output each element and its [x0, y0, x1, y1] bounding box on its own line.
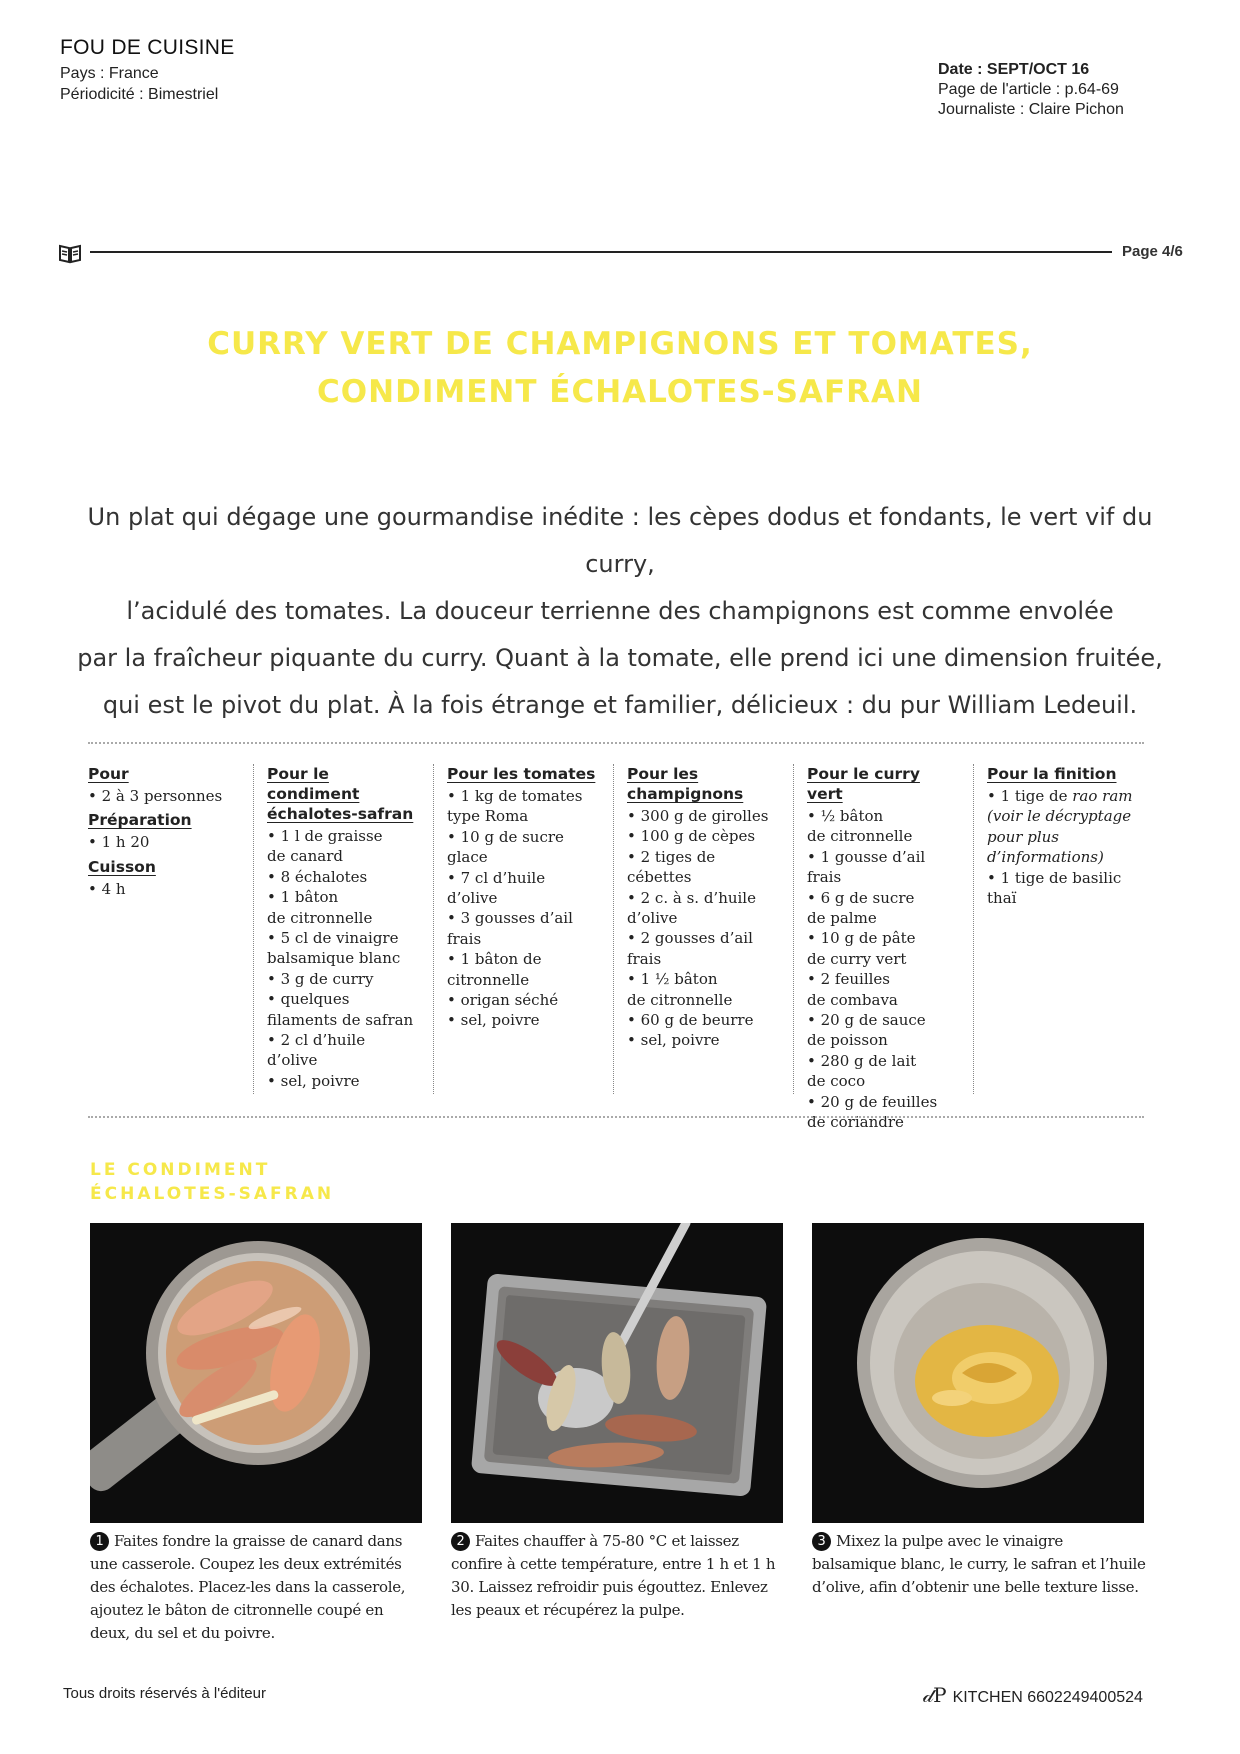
ingredient-item: • 2 feuilles — [807, 969, 959, 989]
ingredient-item: • 300 g de girolles — [627, 806, 779, 826]
recipe-title-line-1: CURRY VERT DE CHAMPIGNONS ET TOMATES, — [207, 326, 1033, 362]
ingredient-item: • 10 g de sucre glace — [447, 827, 599, 868]
condiment-heading: Pour le condiment échalotes-safran — [267, 765, 414, 823]
finition-heading: Pour la finition — [987, 765, 1117, 783]
ingredient-item: balsamique blanc — [267, 949, 401, 968]
ingredients-finition — [973, 764, 1139, 1094]
ingredients-condiment — [253, 764, 419, 1094]
intro-line-1: Un plat qui dégage une gourmandise inédite : les cèpes dodus et fondants, le vert vif du curry, — [87, 503, 1153, 578]
ingredient-item: type Roma — [447, 807, 529, 826]
ingredient-item: • 1 ½ bâton — [627, 969, 779, 989]
ingredient-item: • 1 kg de tomates — [447, 786, 599, 806]
ingredient-item: • 5 cl de vinaigre — [267, 928, 419, 948]
step-2-photo — [451, 1223, 783, 1523]
preparation-label: Préparation — [88, 811, 192, 830]
intro-line-4: qui est le pivot du plat. À la fois étrange et familier, délicieux : du pur William Ledeuil. — [102, 691, 1138, 719]
ingredient-item: • sel, poivre — [447, 1010, 599, 1030]
step-3-caption — [812, 1530, 1148, 1599]
article-info — [938, 60, 1124, 120]
section-title-line-2: ÉCHALOTES-SAFRAN — [90, 1184, 335, 1204]
publication-country: Pays : France — [60, 65, 159, 82]
ingredient-item: de canard — [267, 847, 343, 866]
step-3-number: 3 — [812, 1532, 831, 1551]
step-1-caption — [90, 1530, 426, 1645]
step-2-caption — [451, 1530, 787, 1622]
footer-code — [923, 1683, 1143, 1707]
intro-line-2: l’acidulé des tomates. La douceur terrienne des champignons est comme envolée — [126, 597, 1114, 625]
condiment-list — [267, 826, 419, 1091]
ingredient-item: • 2 c. à s. d’huile — [627, 888, 779, 908]
curry-list — [807, 806, 959, 1133]
footer-rights: Tous droits réservés à l'éditeur — [63, 1685, 266, 1702]
step-2-text: Faites chauffer à 75-80 °C et laissez confire à cette température, entre 1 h et 1 h 30. Laissez refroidir puis égouttez. Enlevez les peaux et récupérez la pulpe. — [451, 1532, 776, 1619]
ingredient-item: • 2 tiges de cébettes — [627, 847, 779, 888]
step-2-number: 2 — [451, 1532, 470, 1551]
info-column — [88, 764, 240, 1094]
ingredient-item: de citronnelle — [627, 990, 733, 1009]
ingredient-item: d’olive — [627, 909, 678, 928]
ingredient-item: • 1 bâton — [267, 887, 419, 907]
ingredient-item: • 1 l de graisse — [267, 826, 419, 846]
ingredient-item: • 20 g de sauce — [807, 1010, 959, 1030]
ingredient-item: • 3 gousses d’ail — [447, 908, 599, 928]
ingredient-item: • 280 g de lait — [807, 1051, 959, 1071]
ingredients-champignons — [613, 764, 779, 1094]
step-1-photo — [90, 1223, 422, 1523]
step-3-photo — [812, 1223, 1144, 1523]
ingredient-item: • 100 g de cèpes — [627, 826, 779, 846]
article-pages: Page de l'article : p.64-69 — [938, 81, 1119, 98]
step-1-number: 1 — [90, 1532, 109, 1551]
ingredient-item: • 20 g de feuilles — [807, 1092, 959, 1112]
ingredient-item: de coriandre — [807, 1113, 904, 1132]
finition-item: • 1 tige de basilic — [987, 868, 1139, 888]
ingredients-curry — [793, 764, 959, 1132]
page-rule — [90, 251, 1112, 253]
ingredient-item: • origan séché — [447, 990, 599, 1010]
servings-label: Pour — [88, 765, 129, 783]
ingredient-item: • 2 cl d’huile d’olive — [267, 1030, 419, 1071]
ingredient-item: de palme — [807, 909, 877, 928]
ingredient-item: de combava — [807, 990, 898, 1009]
ingredient-item: • 8 échalotes — [267, 867, 419, 887]
ingredient-item: • sel, poivre — [627, 1030, 779, 1050]
ingredient-item: • 3 g de curry — [267, 969, 419, 989]
finition-note: pour plus — [987, 827, 1059, 846]
ingredient-item: de curry vert — [807, 949, 907, 968]
finition-item-cont: thaï — [987, 889, 1017, 908]
tomates-heading: Pour les tomates — [447, 765, 596, 783]
ingredient-item: • quelques — [267, 989, 419, 1009]
ingredient-item: • 7 cl d’huile d’olive — [447, 868, 599, 909]
ingredient-item: de poisson — [807, 1031, 888, 1050]
intro-line-3: par la fraîcheur piquante du curry. Quant à la tomate, elle prend ici une dimension fruitée, — [77, 644, 1163, 672]
publication-name: FOU DE CUISINE — [60, 36, 235, 59]
preparation-value: • 1 h 20 — [88, 832, 240, 852]
ingredient-item: frais — [627, 949, 662, 968]
ingredient-item: • ½ bâton — [807, 806, 959, 826]
ingredient-item: • sel, poivre — [267, 1071, 419, 1091]
article-date: Date : SEPT/OCT 16 — [938, 61, 1090, 78]
ingredient-item: frais — [447, 929, 482, 948]
finition-item: • 1 tige de rao ram — [987, 786, 1139, 806]
ingredient-item: filaments de safran — [267, 1010, 414, 1029]
curry-heading: Pour le curry vert — [807, 765, 920, 803]
article-journalist: Journaliste : Claire Pichon — [938, 101, 1124, 118]
ingredient-item: citronnelle — [447, 970, 530, 989]
book-icon — [58, 242, 82, 264]
servings-value: • 2 à 3 personnes — [88, 786, 240, 806]
kitchen-code: KITCHEN 6602249400524 — [952, 1689, 1143, 1706]
ingredient-item: de coco — [807, 1072, 866, 1091]
champignons-list — [627, 806, 779, 1051]
section-title-line-1: LE CONDIMENT — [90, 1160, 271, 1180]
step-3-text: Mixez la pulpe avec le vinaigre balsamique blanc, le curry, le safran et l’huile d’olive, afin d’obtenir une belle texture lisse. — [812, 1532, 1146, 1596]
recipe-title-line-2: CONDIMENT ÉCHALOTES-SAFRAN — [317, 374, 923, 410]
tomates-list — [447, 786, 599, 1031]
section-title — [90, 1158, 334, 1206]
ingredient-item: • 1 bâton de — [447, 949, 599, 969]
ingredient-item: • 2 gousses d’ail — [627, 928, 779, 948]
recipe-intro — [55, 494, 1185, 729]
step-1-text: Faites fondre la graisse de canard dans une casserole. Coupez les deux extrémités des échalotes. Placez-les dans la casserole, ajoutez le bâton de citronnelle coupé en deux, du sel et du poivre. — [90, 1532, 406, 1642]
ingredient-item: de citronnelle — [807, 827, 913, 846]
ingredient-item: • 60 g de beurre — [627, 1010, 779, 1030]
ingredient-item: de citronnelle — [267, 908, 373, 927]
ingredients-top-divider — [88, 742, 1144, 744]
ingredient-item: • 10 g de pâte — [807, 928, 959, 948]
kitchen-logo: 𝒹P — [923, 1683, 947, 1707]
ingredient-item: • 1 gousse d’ail frais — [807, 847, 959, 888]
champignons-heading: Pour les champignons — [627, 765, 744, 803]
press-header — [60, 36, 235, 105]
finition-note: d’informations) — [987, 848, 1104, 867]
ingredients-tomates — [433, 764, 599, 1094]
ingredients-bottom-divider — [88, 1116, 1144, 1118]
publication-periodicity: Périodicité : Bimestriel — [60, 86, 219, 103]
ingredient-item: • 6 g de sucre — [807, 888, 959, 908]
page-number: Page 4/6 — [1122, 243, 1183, 260]
cooking-value: • 4 h — [88, 879, 240, 899]
cooking-label: Cuisson — [88, 857, 156, 876]
finition-note: (voir le décryptage — [987, 807, 1132, 826]
recipe-title — [0, 320, 1240, 416]
